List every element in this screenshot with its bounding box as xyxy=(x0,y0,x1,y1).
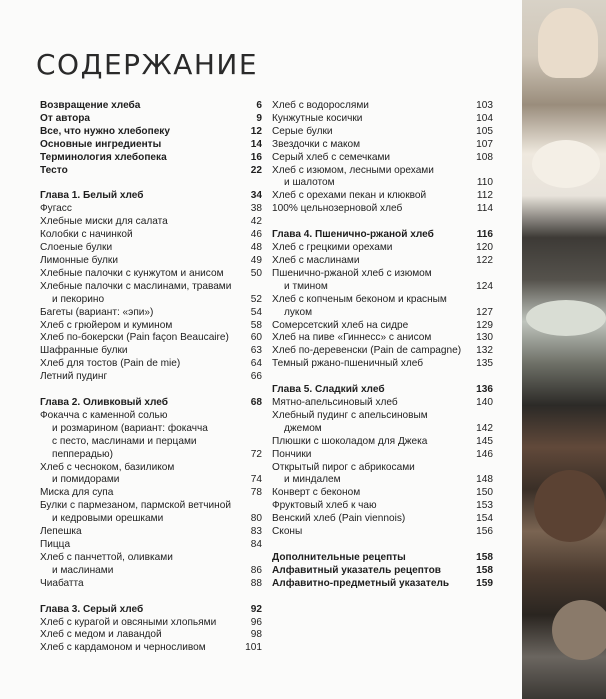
toc-page-number: 6 xyxy=(256,100,262,111)
toc-heading-entry[interactable] xyxy=(272,565,493,578)
toc-entry-title: Звездочки с маком xyxy=(272,138,361,150)
toc-entry-title: Хлеб с курагой и овсяными хлопьями xyxy=(40,616,217,628)
toc-page-number: 49 xyxy=(250,254,262,266)
toc-entry-title: Глава 2. Оливковый хлеб xyxy=(40,397,169,409)
section-spacer xyxy=(272,371,493,384)
toc-page-number: 116 xyxy=(476,229,493,241)
toc-entry[interactable] xyxy=(40,358,262,371)
toc-heading-entry[interactable] xyxy=(272,552,493,565)
toc-entry[interactable] xyxy=(40,307,262,320)
section-spacer xyxy=(40,591,262,604)
toc-heading-entry[interactable] xyxy=(40,190,262,203)
toc-heading-entry[interactable] xyxy=(272,384,493,397)
toc-entry-title: Хлебные палочки с кунжутом и анисом xyxy=(40,267,224,279)
toc-page-number: 114 xyxy=(476,203,493,215)
toc-page-number: 124 xyxy=(476,280,493,292)
bread-loaf-illustration xyxy=(534,470,606,542)
toc-entry-title: пепперадью) xyxy=(52,448,113,460)
toc-entry[interactable] xyxy=(40,268,262,281)
toc-entry-title: Пшенично-ржаной хлеб с изюмом xyxy=(272,267,432,279)
toc-entry-title: Дополнительные рецепты xyxy=(272,552,406,563)
toc-entry[interactable] xyxy=(40,552,262,565)
toc-entry[interactable] xyxy=(272,113,493,126)
toc-page-number: 12 xyxy=(250,125,262,137)
toc-entry-title: Лимонные булки xyxy=(40,254,118,266)
toc-entry-title: Сомерсетский хлеб на сидре xyxy=(272,319,409,331)
toc-page-number: 122 xyxy=(476,254,493,266)
toc-entry-title: Глава 4. Пшенично-ржаной хлеб xyxy=(272,229,434,241)
toc-page-number: 66 xyxy=(250,371,262,383)
toc-heading-entry[interactable] xyxy=(40,139,262,152)
toc-entry[interactable] xyxy=(272,423,493,436)
toc-entry-title: Серый хлеб с семечками xyxy=(272,151,391,163)
section-spacer xyxy=(40,384,262,397)
toc-entry-title: Хлеб по-бокерски (Pain façon Beaucaire) xyxy=(40,332,229,344)
toc-entry[interactable] xyxy=(272,436,493,449)
toc-heading-entry[interactable] xyxy=(40,165,262,178)
toc-entry-title: Алфавитный указатель рецептов xyxy=(272,564,441,576)
toc-entry-title: Хлеб с медом и лавандой xyxy=(40,629,162,641)
toc-entry-title: Колобки с начинкой xyxy=(40,229,133,241)
toc-entry[interactable] xyxy=(272,513,493,526)
toc-entry[interactable] xyxy=(40,500,262,513)
toc-entry[interactable] xyxy=(272,410,493,423)
toc-entry-title: От автора xyxy=(40,112,91,124)
toc-page-number: 101 xyxy=(245,642,262,654)
toc-entry-title: Фруктовый хлеб к чаю xyxy=(272,500,377,512)
toc-page-number: 38 xyxy=(250,203,262,215)
toc-entry-title: Открытый пирог с абрикосами xyxy=(272,461,415,473)
toc-entry[interactable] xyxy=(40,216,262,229)
toc-page-number: 92 xyxy=(250,603,262,615)
toc-entry[interactable] xyxy=(40,487,262,500)
toc-entry[interactable] xyxy=(272,100,493,113)
toc-entry[interactable] xyxy=(40,617,262,630)
toc-page-number: 50 xyxy=(250,267,262,279)
toc-entry-title: Конверт с беконом xyxy=(272,487,361,499)
toc-entry[interactable] xyxy=(40,474,262,487)
toc-entry[interactable] xyxy=(40,449,262,462)
toc-entry-title: Тесто xyxy=(40,164,68,176)
toc-page-number: 83 xyxy=(250,526,262,538)
toc-page-number: 64 xyxy=(250,358,262,370)
toc-entry-title: Кунжутные косички xyxy=(272,112,363,124)
toc-entry[interactable] xyxy=(40,526,262,539)
toc-page-number: 58 xyxy=(250,319,262,331)
toc-heading-entry[interactable] xyxy=(40,100,262,113)
toc-column-left xyxy=(40,100,262,655)
toc-heading-entry[interactable] xyxy=(272,578,493,591)
toc-entry[interactable] xyxy=(40,255,262,268)
toc-page-number: 135 xyxy=(476,358,493,370)
toc-entry[interactable] xyxy=(40,410,262,423)
toc-entry[interactable] xyxy=(272,307,493,320)
toc-entry-title: Хлеб с маслинами xyxy=(272,254,360,266)
toc-heading-entry[interactable] xyxy=(40,113,262,126)
toc-page-number: 42 xyxy=(250,216,262,228)
toc-entry-title: Возвращение хлеба xyxy=(40,100,141,111)
toc-page-number: 142 xyxy=(476,422,493,434)
toc-page-number: 104 xyxy=(476,112,493,124)
toc-entry[interactable] xyxy=(272,165,493,178)
toc-entry[interactable] xyxy=(40,423,262,436)
toc-entry-title: Хлеб с панчеттой, оливками xyxy=(40,551,173,563)
toc-entry-title: Хлеб по-деревенски (Pain de campagne) xyxy=(272,345,462,357)
toc-entry-title: Хлеб с чесноком, базиликом xyxy=(40,461,175,473)
toc-entry-title: Глава 1. Белый хлеб xyxy=(40,190,144,202)
toc-entry-title: Чиабатта xyxy=(40,577,84,589)
toc-entry[interactable] xyxy=(272,474,493,487)
toc-entry-title: Сконы xyxy=(272,526,303,538)
toc-page-number: 156 xyxy=(476,526,493,538)
toc-entry[interactable] xyxy=(272,294,493,307)
toc-entry-title: Темный ржано-пшеничный хлеб xyxy=(272,358,424,370)
toc-entry[interactable] xyxy=(272,397,493,410)
toc-entry[interactable] xyxy=(272,462,493,475)
toc-entry-title: Венский хлеб (Pain viennois) xyxy=(272,513,406,525)
toc-entry[interactable] xyxy=(40,203,262,216)
toc-entry[interactable] xyxy=(40,642,262,655)
toc-entry-title: Алфавитно-предметный указатель xyxy=(272,577,450,589)
toc-page-number: 158 xyxy=(476,552,493,563)
toc-entry-title: Хлеб для тостов (Pain de mie) xyxy=(40,358,181,370)
toc-entry[interactable] xyxy=(40,229,262,242)
toc-entry-title: и маслинами xyxy=(52,564,114,576)
toc-entry[interactable] xyxy=(40,345,262,358)
toc-entry-title: и пекорино xyxy=(52,293,105,305)
toc-entry-title: Хлеб с копченым беконом и красным xyxy=(272,293,447,305)
bread-slice-illustration xyxy=(552,600,606,660)
toc-entry-title: Хлеб с грецкими орехами xyxy=(272,242,393,254)
toc-page-number: 68 xyxy=(250,397,262,409)
toc-entry[interactable] xyxy=(272,281,493,294)
toc-entry[interactable] xyxy=(40,242,262,255)
toc-entry[interactable] xyxy=(272,255,493,268)
toc-entry-title: и тмином xyxy=(284,280,328,292)
toc-page-number: 80 xyxy=(250,513,262,525)
toc-column-right xyxy=(272,100,493,591)
toc-page-number: 154 xyxy=(476,513,493,525)
toc-heading-entry[interactable] xyxy=(272,229,493,242)
toc-entry-title: Фугасс xyxy=(40,203,72,215)
toc-entry-title: Булки с пармезаном, пармской ветчиной xyxy=(40,500,231,512)
toc-page-number: 112 xyxy=(476,190,493,202)
toc-entry-title: Хлеб на пиве «Гиннесс» с анисом xyxy=(272,332,432,344)
toc-entry[interactable] xyxy=(40,371,262,384)
toc-page-number: 46 xyxy=(250,229,262,241)
toc-entry-title: и миндалем xyxy=(284,474,341,486)
toc-entry-title: Лепешка xyxy=(40,526,82,538)
toc-entry[interactable] xyxy=(272,358,493,371)
toc-entry[interactable] xyxy=(272,152,493,165)
toc-page-number: 120 xyxy=(476,242,493,254)
toc-entry-title: и розмарином (вариант: фокачча xyxy=(52,422,208,434)
toc-entry-title: Терминология хлебопека xyxy=(40,151,167,163)
toc-page-number: 98 xyxy=(250,629,262,641)
toc-entry[interactable] xyxy=(272,320,493,333)
toc-entry-title: Глава 3. Серый хлеб xyxy=(40,603,144,615)
toc-entry[interactable] xyxy=(40,578,262,591)
toc-entry-title: Шафранные булки xyxy=(40,345,128,357)
toc-page-number: 136 xyxy=(476,384,493,396)
toc-page-number: 108 xyxy=(476,151,493,163)
bread-photo-strip xyxy=(522,0,606,699)
section-spacer xyxy=(272,539,493,552)
toc-page-number: 74 xyxy=(250,474,262,486)
toc-entry[interactable] xyxy=(40,281,262,294)
toc-entry-title: Хлеб с кардамоном и черносливом xyxy=(40,642,206,654)
toc-page-number: 105 xyxy=(476,125,493,137)
toc-heading-entry[interactable] xyxy=(40,152,262,165)
toc-entry-title: Мятно-апельсиновый хлеб xyxy=(272,397,398,409)
toc-entry-title: Пицца xyxy=(40,539,71,550)
toc-page-number: 48 xyxy=(250,242,262,254)
toc-page-number: 140 xyxy=(476,397,493,409)
section-spacer xyxy=(272,216,493,229)
toc-page-number: 129 xyxy=(476,319,493,331)
toc-entry-title: Глава 5. Сладкий хлеб xyxy=(272,384,385,396)
dough-ball-illustration xyxy=(532,140,600,188)
toc-entry-title: и помидорами xyxy=(52,474,120,486)
toc-page-number: 148 xyxy=(476,474,493,486)
toc-page-number: 52 xyxy=(250,293,262,305)
toc-heading-entry[interactable] xyxy=(40,126,262,139)
toc-entry-title: Хлебный пудинг с апельсиновым xyxy=(272,409,428,421)
toc-entry[interactable] xyxy=(272,190,493,203)
toc-page-number: 158 xyxy=(476,564,493,576)
toc-page-number: 110 xyxy=(476,177,493,189)
toc-entry-title: Багеты (вариант: «эпи») xyxy=(40,306,154,318)
toc-page-number: 9 xyxy=(256,112,262,124)
toc-page-number: 145 xyxy=(476,435,493,447)
toc-entry[interactable] xyxy=(272,500,493,513)
toc-page-number: 86 xyxy=(250,564,262,576)
toc-entry-title: Серые булки xyxy=(272,125,333,137)
toc-entry-title: Плюшки с шоколадом для Джека xyxy=(272,435,428,447)
toc-entry[interactable] xyxy=(272,139,493,152)
toc-entry[interactable] xyxy=(272,332,493,345)
toc-page-number: 84 xyxy=(250,539,262,550)
toc-page-number: 130 xyxy=(476,332,493,344)
toc-entry-title: Пончики xyxy=(272,448,312,460)
toc-entry-title: Летний пудинг xyxy=(40,371,108,383)
toc-entry-title: Основные ингредиенты xyxy=(40,138,162,150)
toc-entry-title: и кедровыми орешками xyxy=(52,513,164,525)
page-title: СОДЕРЖАНИЕ xyxy=(36,48,259,81)
toc-entry[interactable] xyxy=(40,436,262,449)
toc-page-number: 63 xyxy=(250,345,262,357)
toc-page-number: 22 xyxy=(250,164,262,176)
flour-bag-illustration xyxy=(538,8,598,78)
toc-entry-title: джемом xyxy=(284,422,322,434)
toc-entry-title: Хлеб с водорослями xyxy=(272,100,369,111)
toc-entry-title: луком xyxy=(284,306,313,318)
toc-entry-title: с песто, маслинами и перцами xyxy=(52,435,197,447)
toc-entry[interactable] xyxy=(40,629,262,642)
toc-entry[interactable] xyxy=(40,539,262,552)
toc-entry[interactable] xyxy=(272,449,493,462)
toc-entry-title: Миска для супа xyxy=(40,487,114,499)
toc-page-number: 54 xyxy=(250,306,262,318)
toc-entry[interactable] xyxy=(40,513,262,526)
toc-entry[interactable] xyxy=(272,526,493,539)
toc-entry[interactable] xyxy=(272,268,493,281)
toc-entry[interactable] xyxy=(272,177,493,190)
toc-entry[interactable] xyxy=(40,320,262,333)
toc-page-number: 159 xyxy=(476,577,493,589)
toc-page-number: 14 xyxy=(250,138,262,150)
toc-page-number: 132 xyxy=(476,345,493,357)
toc-entry-title: и шалотом xyxy=(284,177,335,189)
toc-page-number: 150 xyxy=(476,487,493,499)
toc-page-number: 96 xyxy=(250,616,262,628)
bowl-illustration xyxy=(526,300,606,336)
toc-entry-title: Хлеб с изюмом, лесными орехами xyxy=(272,164,434,176)
toc-entry[interactable] xyxy=(40,332,262,345)
toc-entry-title: Слоеные булки xyxy=(40,242,113,254)
toc-entry-title: Хлебные палочки с маслинами, травами xyxy=(40,280,232,292)
toc-heading-entry[interactable] xyxy=(40,604,262,617)
toc-page-number: 34 xyxy=(250,190,262,202)
toc-entry-title: Хлеб с грюйером и кумином xyxy=(40,319,173,331)
toc-page-number: 60 xyxy=(250,332,262,344)
toc-page-number: 146 xyxy=(476,448,493,460)
toc-page-number: 16 xyxy=(250,151,262,163)
toc-page-number: 78 xyxy=(250,487,262,499)
toc-page-number: 107 xyxy=(476,138,493,150)
toc-page-number: 88 xyxy=(250,577,262,589)
toc-entry[interactable] xyxy=(272,345,493,358)
toc-entry[interactable] xyxy=(272,126,493,139)
toc-entry-title: 100% цельнозерновой хлеб xyxy=(272,203,403,215)
toc-entry[interactable] xyxy=(40,565,262,578)
toc-page-number: 103 xyxy=(476,100,493,111)
toc-page-number: 72 xyxy=(250,448,262,460)
toc-entry-title: Фокачча с каменной солью xyxy=(40,409,168,421)
toc-entry[interactable] xyxy=(272,487,493,500)
toc-entry-title: Все, что нужно хлебопеку xyxy=(40,125,170,137)
toc-entry[interactable] xyxy=(40,294,262,307)
toc-entry[interactable] xyxy=(272,203,493,216)
toc-page-number: 127 xyxy=(476,306,493,318)
toc-entry[interactable] xyxy=(272,242,493,255)
toc-page-number: 153 xyxy=(476,500,493,512)
toc-entry-title: Хлебные миски для салата xyxy=(40,216,168,228)
section-spacer xyxy=(40,177,262,190)
toc-entry[interactable] xyxy=(40,462,262,475)
toc-entry-title: Хлеб с орехами пекан и клюквой xyxy=(272,190,427,202)
toc-heading-entry[interactable] xyxy=(40,397,262,410)
